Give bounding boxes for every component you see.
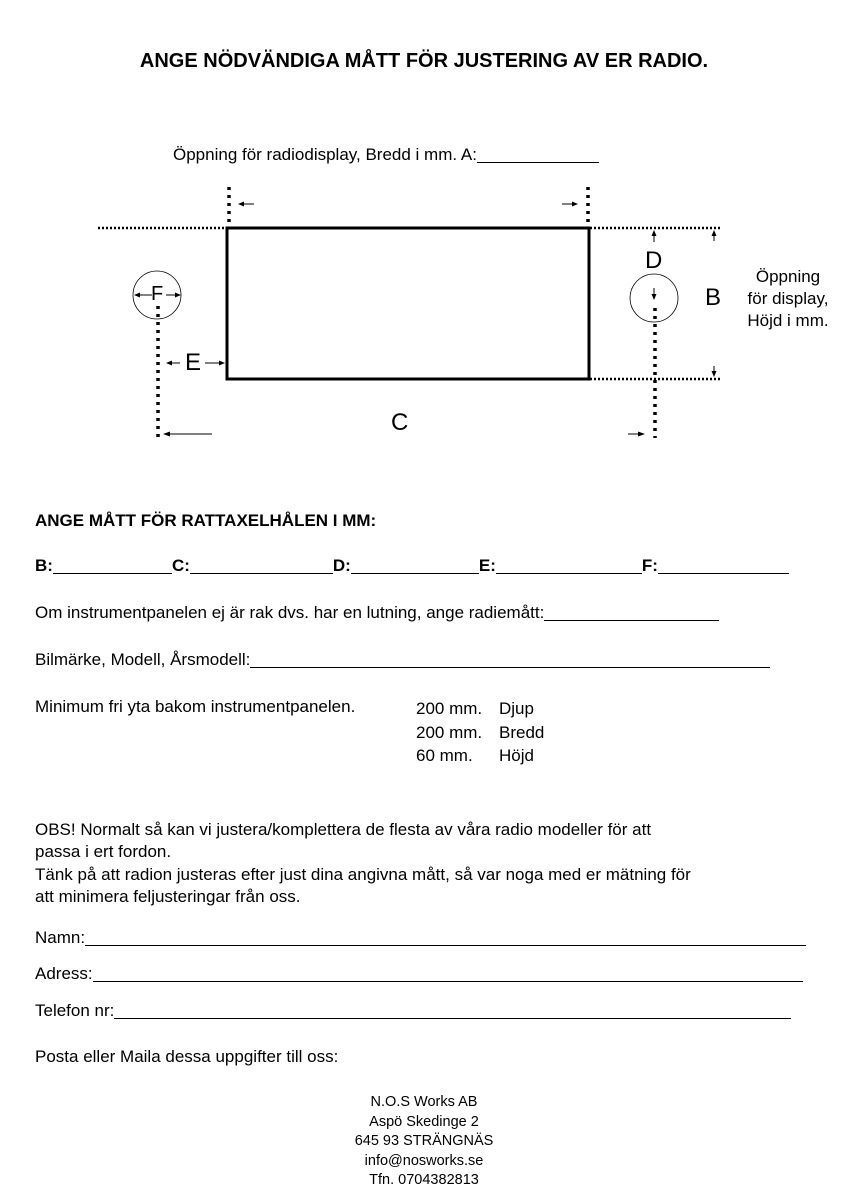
label-f: F bbox=[151, 283, 164, 305]
minimum-dim: Djup bbox=[499, 699, 534, 718]
company-city: 645 93 STRÄNGNÄS bbox=[354, 1133, 494, 1150]
field-b-input[interactable] bbox=[53, 556, 172, 574]
minimum-label: Minimum fri yta bakom instrumentpanelen. bbox=[35, 697, 356, 716]
display-opening-rect bbox=[227, 228, 589, 379]
field-e-label: E: bbox=[478, 556, 496, 575]
a-left-arrowhead bbox=[238, 202, 244, 207]
minimum-value: 200 mm. bbox=[416, 722, 483, 742]
name-label: Namn: bbox=[35, 928, 86, 947]
field-d-label: D: bbox=[332, 556, 351, 575]
shaft-heading: ANGE MÅTT FÖR RATTAXELHÅLEN I MM: bbox=[35, 511, 377, 530]
address-label: Adress: bbox=[35, 964, 93, 983]
phone-row bbox=[35, 1001, 791, 1021]
note-line: OBS! Normalt så kan vi justera/komplettera de flesta av våra radio modeller för att bbox=[35, 820, 652, 839]
company-address bbox=[0, 1093, 848, 1191]
note-line: passa i ert fordon. bbox=[35, 842, 172, 862]
field-f-input[interactable] bbox=[658, 556, 789, 574]
height-note-line: Öppning bbox=[755, 267, 821, 286]
label-c: C bbox=[391, 409, 409, 436]
company-email: info@nosworks.se bbox=[364, 1152, 484, 1169]
company-name: N.O.S Works AB bbox=[370, 1094, 478, 1110]
label-b: B bbox=[705, 284, 722, 311]
field-b-label: B: bbox=[35, 556, 53, 575]
car-row bbox=[35, 650, 770, 670]
shaft-fields-row bbox=[35, 556, 789, 576]
page-title: ANGE NÖDVÄNDIGA MÅTT FÖR JUSTERING AV ER RADIO. bbox=[139, 50, 709, 72]
label-d: D bbox=[645, 247, 663, 274]
car-label: Bilmärke, Modell, Årsmodell: bbox=[35, 650, 251, 669]
opening-width-row bbox=[173, 145, 599, 165]
opening-width-label: Öppning för radiodisplay, Bredd i mm. A: bbox=[173, 145, 477, 164]
minimum-value: 200 mm. bbox=[416, 699, 483, 718]
minimum-dim: Höjd bbox=[499, 746, 534, 765]
field-d-input[interactable] bbox=[351, 556, 479, 574]
field-e-input[interactable] bbox=[496, 556, 642, 574]
minimum-row bbox=[416, 697, 544, 721]
address-row bbox=[35, 964, 803, 984]
minimum-row bbox=[416, 744, 544, 768]
label-e: E bbox=[185, 349, 202, 376]
company-street: Aspö Skedinge 2 bbox=[369, 1113, 479, 1130]
minimum-dim: Bredd bbox=[499, 722, 545, 742]
post-prompt: Posta eller Maila dessa uppgifter till oss: bbox=[35, 1047, 339, 1066]
height-note-line: för display, bbox=[747, 289, 829, 308]
radius-row bbox=[35, 603, 719, 623]
a-right-arrowhead bbox=[572, 202, 578, 207]
field-c-label: C: bbox=[171, 556, 190, 575]
radius-label: Om instrumentpanelen ej är rak dvs. har en lutning, ange radiemått: bbox=[35, 603, 545, 622]
field-c-input[interactable] bbox=[190, 556, 333, 574]
name-row bbox=[35, 928, 806, 948]
field-f-label: F: bbox=[641, 556, 658, 575]
notes-block bbox=[35, 819, 691, 908]
note-line: att minimera feljusteringar från oss. bbox=[35, 886, 301, 906]
phone-label: Telefon nr: bbox=[35, 1001, 115, 1020]
phone-field[interactable] bbox=[114, 1001, 791, 1019]
minimum-values bbox=[416, 697, 544, 768]
company-phone: Tfn. 0704382813 bbox=[369, 1172, 479, 1189]
dimension-diagram bbox=[0, 0, 848, 470]
height-note-line: Höjd i mm. bbox=[747, 311, 829, 330]
name-field[interactable] bbox=[85, 928, 806, 946]
note-line: Tänk på att radion justeras efter just dina angivna mått, så var noga med er mätning för bbox=[35, 864, 691, 884]
car-field[interactable] bbox=[250, 650, 770, 668]
minimum-value: 60 mm. bbox=[416, 746, 473, 765]
opening-width-field[interactable] bbox=[477, 145, 599, 163]
minimum-row bbox=[416, 721, 544, 745]
address-field[interactable] bbox=[93, 964, 803, 982]
height-note bbox=[734, 266, 842, 332]
radius-field[interactable] bbox=[544, 603, 719, 621]
